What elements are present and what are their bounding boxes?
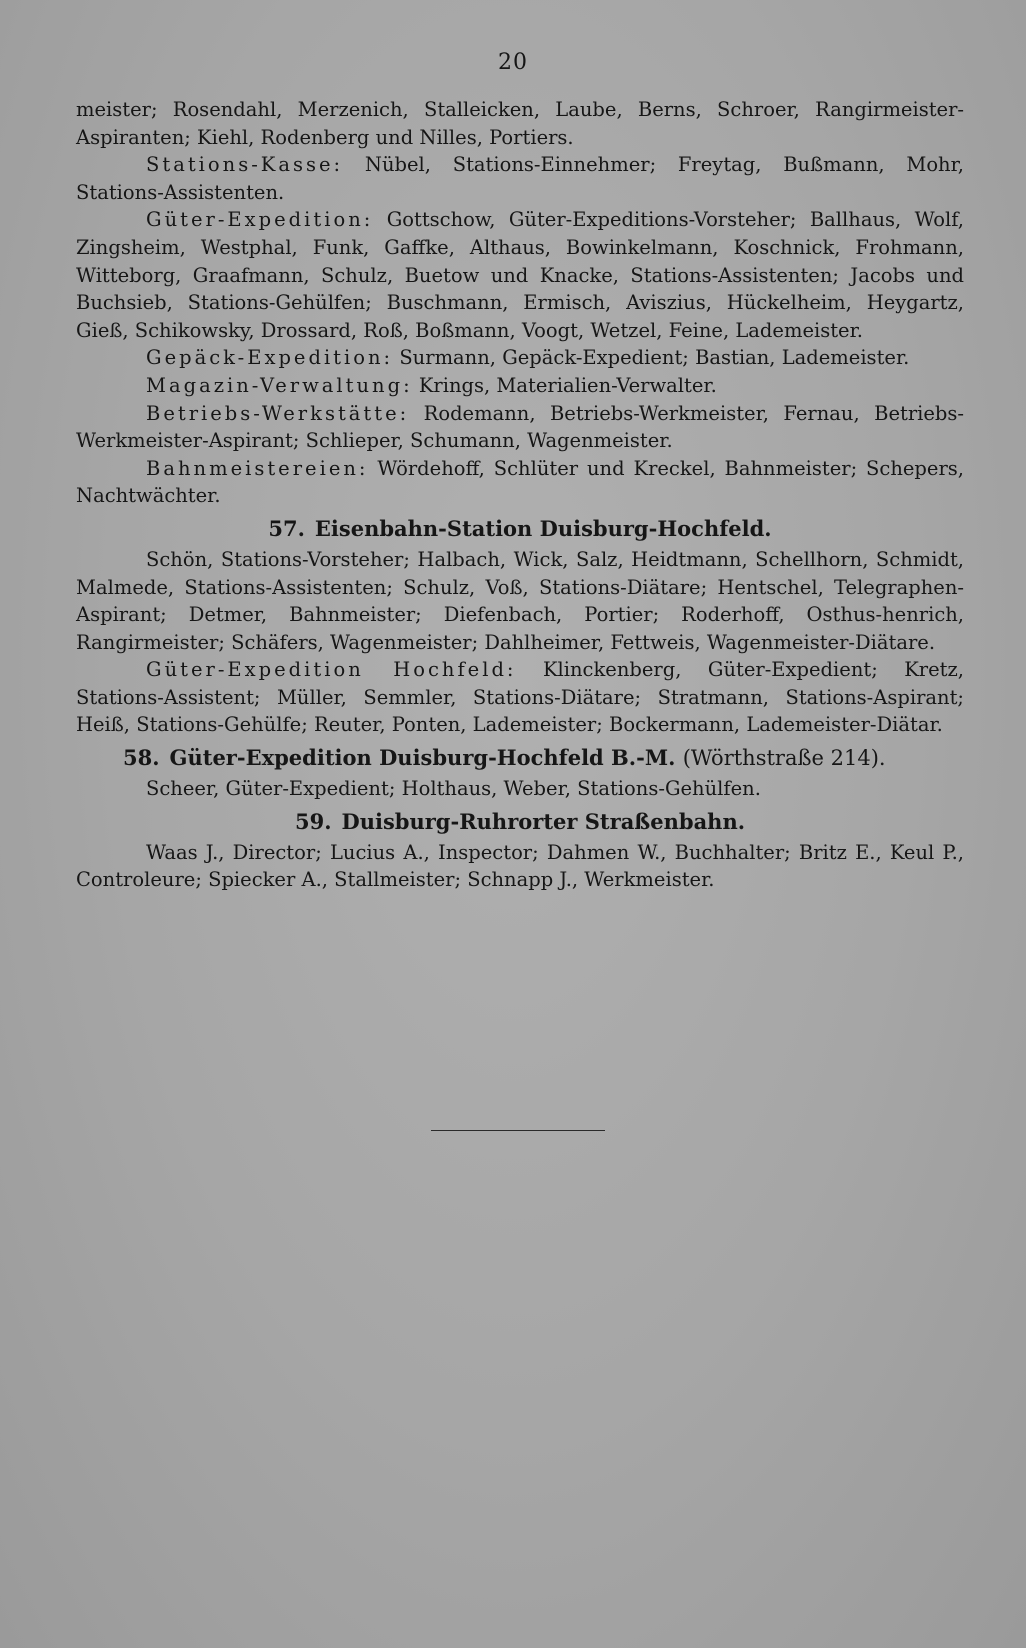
text-body [76, 96, 964, 894]
section-58-number: 58. [123, 745, 160, 771]
label-bahnmeistereien: Bahnmeistereien: [146, 456, 369, 480]
text-magazin-verwaltung: Krings, Materialien-Verwalter. [412, 373, 717, 397]
text-gueter-expedition-hochfeld: Klinckenberg, Güter-Expedient; Kretz, Stations-Assistent; Müller, Semmler, Stations-Diätare; Stratmann, Stations-Aspirant; Heiß, Stations-Gehülfe; Reuter, Ponten, Lademeister; Bockermann, Lademeister-Diätar. [76, 658, 964, 737]
paragraph-stations-kasse [76, 151, 964, 206]
label-stations-kasse: Stations-Kasse: [146, 153, 344, 177]
section-57-number: 57. [268, 515, 305, 541]
label-gepaeck-expedition: Gepäck-Expedition: [146, 346, 394, 370]
label-gueter-expedition: Güter-Expedition: [146, 208, 374, 232]
text-gepaeck-expedition: Surmann, Gepäck-Expedient; Bastian, Lademeister. [393, 346, 910, 370]
text-bahnmeistereien: Wördehoff, Schlüter und Kreckel, Bahnmeister; Schepers, Nachtwächter. [76, 456, 964, 508]
section-59-paragraph: Waas J., Director; Lucius A., Inspector; Dahmen W., Buchhalter; Britz E., Keul P., Controleure; Spiecker A., Stallmeister; Schnapp J., Werkmeister. [76, 840, 964, 892]
section-57-gueter-expedition [76, 656, 964, 739]
section-58-title: Güter-Expedition Duisburg-Hochfeld B.-M. [169, 745, 676, 771]
section-57-title: Eisenbahn-Station Duisburg-Hochfeld. [314, 515, 772, 541]
paragraph-gepaeck-expedition [76, 344, 964, 372]
page-number: 20 [498, 50, 528, 75]
section-58-address: (Wörthstraße 214). [682, 746, 886, 771]
end-rule [431, 1130, 605, 1131]
text-betriebs-werkstaette: Rodemann, Betriebs-Werkmeister, Fernau, Betriebs-Werkmeister-Aspirant; Schlieper, Schumann, Wagenmeister. [76, 401, 964, 453]
section-58-paragraph: Scheer, Güter-Expedient; Holthaus, Weber, Stations-Gehülfen. [146, 777, 761, 801]
section-58-heading [76, 743, 964, 773]
paragraph-gueter-expedition [76, 206, 964, 344]
section-59-number: 59. [294, 808, 332, 834]
paragraph-magazin-verwaltung [76, 372, 964, 400]
label-gueter-expedition-hochfeld: Güter-Expedition Hochfeld: [146, 658, 517, 682]
section-57-heading [76, 514, 964, 544]
section-59-heading [76, 807, 964, 837]
label-magazin-verwaltung: Magazin-Verwaltung: [146, 373, 413, 397]
text-stations-kasse: Nübel, Stations-Einnehmer; Freytag, Bußmann, Mohr, Stations-Assistenten. [76, 153, 964, 204]
paragraph-staff-continued: meister; Rosendahl, Merzenich, Stalleicken, Laube, Berns, Schroer, Rangirmeister-Aspiranten; Kiehl, Rodenberg und Nilles, Portiers. [76, 98, 964, 149]
label-betriebs-werkstaette: Betriebs-Werkstätte: [146, 401, 410, 425]
paragraph-bahnmeistereien [76, 455, 964, 510]
section-57-paragraph: Schön, Stations-Vorsteher; Halbach, Wick, Salz, Heidtmann, Schellhorn, Schmidt, Malmede, Stations-Assistenten; Schulz, Voß, Stations-Diätare; Hentschel, Telegraphen-Aspirant; Detmer, Bahnmeister; Diefenbach, Portier; Roderhoff, Osthus-henrich, Rangirmeister; Schäfers, Wagenmeister; Dahlheimer, Fettweis, Wagenmeister-Diätare. [76, 547, 964, 654]
paragraph-betriebs-werkstaette [76, 400, 964, 455]
section-59-title: Duisburg-Ruhrorter Straßenbahn. [341, 808, 746, 834]
text-gueter-expedition: Gottschow, Güter-Expeditions-Vorsteher; Ballhaus, Wolf, Zingsheim, Westphal, Funk, Gaffke, Althaus, Bowinkelmann, Koschnick, Frohmann, Witteborg, Graafmann, Schulz, Buetow und Knacke, Stations-Assistenten; Jacobs und Buchsieb, Stations-Gehülfen; Buschmann, Ermisch, Aviszius, Hückelheim, Heygartz, Gieß, Schikowsky, Drossard, Roß, Boßmann, Voogt, Wetzel, Feine, Lademeister. [76, 208, 964, 342]
